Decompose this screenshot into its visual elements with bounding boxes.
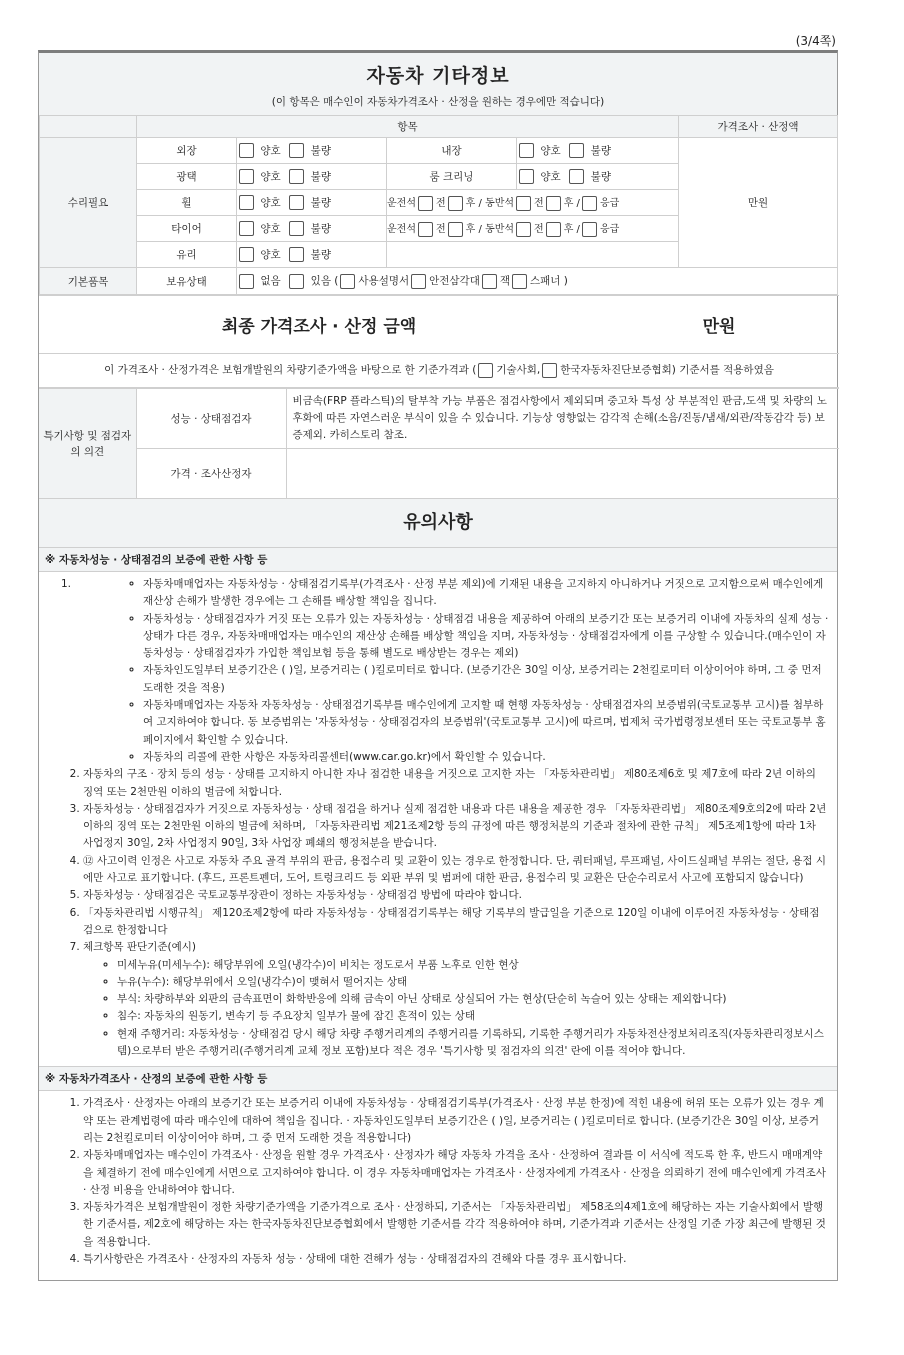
list-item: ◦ 자동차매매업자는 자동차 자동차성능 · 상태점검기록부를 매수인에게 고지할 때 현행 자동차성능 · 상태점검자의 보증범위(국토교통부 고시)를 첨부하여 고지하여야 합니다. 동 보증범위는 '자동차성능 · 상태점검자의 보증범위'(국토교통부 고시)에 따르며, 법제처 국가법령정보센터 또는 국토교통부 홈페이지에서 확인할 수 있습니다.: [143, 697, 829, 749]
sec1-ordered-list: [39, 766, 829, 1060]
item1-bullets: [97, 576, 829, 766]
exterior-good-checkbox[interactable]: [239, 143, 254, 158]
list-item: ◦ 자동차성능 · 상태점검자가 거짓 또는 오류가 있는 자동차성능 · 상태점검 내용을 제공하여 아래의 보증기간 또는 보증거리 이내에 자동차의 실제 성능 · 상태가 다른 경우, 자동차매매업자는 매수인의 재산상 손해를 배상할 책임을 지며, 자동차성능 · 상태점검자에게 이를 구상할 수 있습니다.(매수인이 자동차성능 · 상태점검자가 가입한 책임보험 등을 통해 별도로 배상받는 경우는 제외): [143, 611, 829, 663]
appraiser-label: 가격 · 조사산정자: [136, 449, 286, 499]
list-item: ◦ 미세누유(미세누수): 해당부위에 오일(냉각수)이 비치는 정도로서 부품 노후로 인한 현상: [117, 957, 829, 974]
interior-bad-checkbox[interactable]: [569, 143, 584, 158]
extra-info-table: 항목 가격조사 · 산정액 수리필요 외장 양호 불량 내장 양호 불량 만원 광택 양호 불량 룸 크리닝 양호 불량 휠 양호 불량 운전석 전 후 / 동반석 전 후 / 응급 타이어 양호 불량 운전석 전 후 / 동반석 전 후 / 응급 유리 양호 불량 기본품목 보유상태 없음 있음 ( 사용설명서 안전삼각대 잭 스패너 ): [39, 115, 838, 295]
final-price-unit: 만원: [702, 317, 736, 337]
list-item: 2. 자동차매매업자는 매수인이 가격조사 · 산정을 원할 경우 가격조사 · 산정자가 해당 자동차 가격을 조사 · 산정하여 결과를 이 서식에 적도록 한 후, 반드시 매매계약을 체결하기 전에 매수인에게 서면으로 고지하여야 합니다. 이 경우 자동차매매업자는 가격조사 · 산정자에게 가격조사 · 산정을 의뢰하기 전에 매수인에게 가격조사 · 산정 비용을 안내하여야 합니다.: [83, 1147, 829, 1199]
basic-group-label: 기본품목: [40, 268, 137, 295]
list-item: ◦ 부식: 차량하부와 외판의 금속표면이 화학반응에 의해 금속이 아닌 상태로 상실되어 가는 현상(단순히 녹슬어 있는 상태는 제외합니다): [117, 991, 829, 1008]
tire-driver-rear-checkbox[interactable]: [448, 222, 463, 237]
notice-section: [39, 499, 837, 572]
tire-driver-front-checkbox[interactable]: [418, 222, 433, 237]
tech-society-checkbox[interactable]: [478, 363, 493, 378]
opinion-group-label: 특기사항 및 점검자의 의견: [39, 389, 136, 499]
jack-checkbox[interactable]: [482, 274, 497, 289]
list-item: ◦ 자동차인도일부터 보증기간은 ( )일, 보증거리는 ( )킬로미터로 합니다. (보증기간은 30일 이상, 보증거리는 2천킬로미터 이상이어야 하며, 그 중 먼저 도래한 것을 적용): [143, 662, 829, 697]
tire-passenger-front-checkbox[interactable]: [516, 222, 531, 237]
form-title: 자동차 기타정보: [366, 65, 510, 87]
list-item: ◦ 침수: 자동차의 원동기, 변속기 등 주요장치 일부가 물에 잠긴 흔적이 있는 상태: [117, 1008, 829, 1025]
exterior-bad-checkbox[interactable]: [289, 143, 304, 158]
room-bad-checkbox[interactable]: [569, 169, 584, 184]
items-header: 항목: [137, 116, 679, 138]
repair-group-label: 수리필요: [40, 138, 137, 268]
row-glass: 유리: [137, 242, 237, 268]
inspector-label: 성능 · 상태점검자: [136, 389, 286, 449]
list-item: 1. 가격조사 · 산정자는 아래의 보증기간 또는 보증거리 이내에 자동차성능 · 상태점검기록부(가격조사 · 산정 부분 한정)에 적힌 내용에 허위 또는 오류가 있는 경우 계약 또는 관계법령에 따라 매수인에 대하여 책임을 집니다. · 자동차인도일부터 보증기간은 ( )일, 보증거리는 ( )킬로미터로 합니다. (보증기간은 30일 이상, 보증거리는 2천킬로미터 이상이어야 하며, 그 중 먼저 도래한 것을 적용합니다): [83, 1095, 829, 1147]
sec2-ordered-list: [39, 1095, 829, 1268]
row-room-cleaning: 룸 크리닝: [387, 164, 517, 190]
wheel-good-checkbox[interactable]: [239, 195, 254, 210]
gloss-good-checkbox[interactable]: [239, 169, 254, 184]
wheel-passenger-front-checkbox[interactable]: [516, 196, 531, 211]
tire-bad-checkbox[interactable]: [289, 221, 304, 236]
glass-bad-checkbox[interactable]: [289, 247, 304, 262]
wheel-driver-rear-checkbox[interactable]: [448, 196, 463, 211]
notice-sec2-title: ※ 자동차가격조사 · 산정의 보증에 관한 사항 등: [39, 1066, 837, 1091]
price-header: 가격조사 · 산정액: [679, 116, 838, 138]
row-exterior: 외장: [137, 138, 237, 164]
list-item: 6. 「자동차관리법 시행규칙」 제120조제2항에 따라 자동차성능 · 상태점검기록부는 해당 기록부의 발급일을 기준으로 120일 이내에 이루어진 자동차성능 · 상태점검으로 한정합니다: [83, 905, 829, 940]
row-tire: 타이어: [137, 216, 237, 242]
notice-sec1-list: [39, 572, 837, 1066]
kada-checkbox[interactable]: [542, 363, 557, 378]
item1-number: 1.: [61, 578, 72, 590]
row-gloss: 광택: [137, 164, 237, 190]
wheel-driver-front-checkbox[interactable]: [418, 196, 433, 211]
wheel-passenger-rear-checkbox[interactable]: [546, 196, 561, 211]
list-item: 3. 자동차가격은 보험개발원이 정한 차량기준가액을 기준가격으로 조사 · 산정하되, 기준서는 「자동차관리법」 제58조의4제1호에 해당하는 자는 기술사회에서 발행한 기준서를, 제2호에 해당하는 자는 한국자동차진단보증협회에서 발행한 기준서를 각각 적용하여야 하며, 기준가격과 기준서는 산정일 기준 가장 최근에 발행된 것을 적용합니다.: [83, 1199, 829, 1251]
list-item: ◦ 현재 주행거리: 자동차성능 · 상태점검 당시 해당 차량 주행거리계의 주행거리를 기록하되, 기록한 주행거리가 자동차전산정보처리조직(자동차관리정보시스템)으로부터 받은 주행거리(주행거리계 교체 정보 포함)보다 적은 경우 '특기사항 및 점검자의 의견' 란에 이를 적어야 합니다.: [117, 1026, 829, 1061]
tire-good-checkbox[interactable]: [239, 221, 254, 236]
standard-note: 이 가격조사 · 산정가격은 보험개발원의 차량기준가액을 바탕으로 한 기준가격과 ( 기술사회, 한국자동차진단보증협회) 기준서를 적용하였음: [39, 354, 839, 388]
page-number: (3/4쪽): [795, 34, 836, 48]
notice-sec2-list: [39, 1091, 837, 1280]
glass-good-checkbox[interactable]: [239, 247, 254, 262]
form-subtitle: (이 항목은 매수인이 자동차가격조사 · 산정을 원하는 경우에만 적습니다): [271, 96, 605, 108]
list-item: 4. 특기사항란은 가격조사 · 산정자의 자동차 성능 · 상태에 대한 견해가 성능 · 상태점검자의 견해와 다를 경우 표시합니다.: [83, 1251, 829, 1268]
wheel-bad-checkbox[interactable]: [289, 195, 304, 210]
list-item: ◦ 자동차매매업자는 자동차성능 · 상태점검기록부(가격조사 · 산정 부분 제외)에 기재된 내용을 고지하지 아니하거나 거짓으로 고지함으로써 매수인에게 재산상 손해가 발생한 경우에는 그 손해를 배상할 책임을 집니다.: [143, 576, 829, 611]
notice-sec1-title: ※ 자동차성능 · 상태점검의 보증에 관한 사항 등: [39, 548, 837, 572]
appraiser-opinion: [286, 449, 839, 499]
list-item: ◦ 자동차의 리콜에 관한 사항은 자동차리콜센터(www.car.go.kr)에서 확인할 수 있습니다.: [143, 749, 829, 766]
list-item: 3. 자동차성능 · 상태점검자가 거짓으로 자동차성능 · 상태 점검을 하거나 실제 점검한 내용과 다른 내용을 제공한 경우 「자동차관리법」 제80조제9호의2에 따라 2년 이하의 징역 또는 2천만원 이하의 벌금에 처하며, 「자동차관리법 제21조제2항 등의 규정에 따른 행정처분의 기준과 절차에 관한 규칙」 제5조제1항에 따라 1차 사업정지 30일, 2차 사업정지 90일, 3차 사업장 폐쇄의 행정처분을 받습니다.: [83, 801, 829, 853]
manual-checkbox[interactable]: [340, 274, 355, 289]
list-item: 5. 자동차성능 · 상태점검은 국토교통부장관이 정하는 자동차성능 · 상태점검 방법에 따라야 합니다.: [83, 887, 829, 904]
row-possession: 보유상태: [137, 268, 237, 295]
possession-have-checkbox[interactable]: [289, 274, 304, 289]
opinion-table: [39, 388, 839, 499]
inspector-opinion: 비금속(FRP 플라스틱)의 탈부착 가능 부품은 점검사항에서 제외되며 중고차 특성 상 부분적인 판금,도색 및 차량의 노후화에 따른 자연스러운 부식이 있을 수 있습니다. 기능상 영향없는 감각적 손해(소음/진동/냄새/외관/작동감각 등) 보증제외. 카히스토리 참조.: [286, 389, 839, 449]
price-unit: 만원: [679, 138, 838, 268]
spanner-checkbox[interactable]: [512, 274, 527, 289]
room-good-checkbox[interactable]: [519, 169, 534, 184]
interior-good-checkbox[interactable]: [519, 143, 534, 158]
tire-passenger-rear-checkbox[interactable]: [546, 222, 561, 237]
triangle-checkbox[interactable]: [411, 274, 426, 289]
notice-title: 유의사항: [39, 499, 837, 548]
list-item: 4. ⑫ 사고이력 인정은 사고로 자동차 주요 골격 부위의 판금, 용접수리 및 교환이 있는 경우로 한정합니다. 단, 쿼터패널, 루프패널, 사이드실패널 부위는 절단, 용접 시에만 사고로 표기합니다. (후드, 프론트펜더, 도어, 트렁크리드 등 외판 부위 및 범퍼에 대한 판금, 용접수리 및 교환은 단순수리로서 사고에 포함되지 않습니다): [83, 853, 829, 888]
list-item: 7. 체크항목 판단기준(예시) ◦ 미세누유(미세누수): 해당부위에 오일(냉각수)이 비치는 정도로서 부품 노후로 인한 현상 ◦ 누유(누수): 해당부위에서 오일(냉각수)이 맺혀서 떨어지는 상태 ◦ 부식: 차량하부와 외판의 금속표면이 화학반응에 의해 금속이 아닌 상태로 상실되어 가는 현상(단순히 녹슬어 있는 상태는 제외합니다) ◦ 침수: 자동차의 원동기, 변속기 등 주요장치 일부가 물에 잠긴 흔적이 있는 상태 ◦ 현재 주행거리: 자동차성능 · 상태점검 당시 해당 차량 주행거리계의 주행거리를 기록하되, 기록한 주행거리가 자동차전산정보처리조직(자동차관리정보시스템)으로부터 받은 주행거리(주행거리계 교체 정보 포함)보다 적은 경우 '특기사항 및 점검자의 의견' 란에 이를 적어야 합니다.: [83, 939, 829, 1060]
final-price-label: 최종 가격조사 · 산정 금액: [221, 317, 417, 337]
title-block: [39, 53, 837, 115]
list-item: ◦ 누유(누수): 해당부위에서 오일(냉각수)이 맺혀서 떨어지는 상태: [117, 974, 829, 991]
list-item: 2. 자동차의 구조 · 장치 등의 성능 · 상태를 고지하지 아니한 자나 점검한 내용을 거짓으로 고지한 자는 「자동차관리법」 제80조제6호 및 제7호에 따라 2년 이하의 징역 또는 2천만원 이하의 벌금에 처합니다.: [83, 766, 829, 801]
document-page: [38, 32, 838, 1281]
item7-bullets: [83, 957, 829, 1061]
wheel-emergency-checkbox[interactable]: [582, 196, 597, 211]
row-interior: 내장: [387, 138, 517, 164]
final-price-table: [39, 295, 839, 388]
form-box: [38, 50, 838, 1281]
gloss-bad-checkbox[interactable]: [289, 169, 304, 184]
row-wheel: 휠: [137, 190, 237, 216]
possession-none-checkbox[interactable]: [239, 274, 254, 289]
tire-emergency-checkbox[interactable]: [582, 222, 597, 237]
